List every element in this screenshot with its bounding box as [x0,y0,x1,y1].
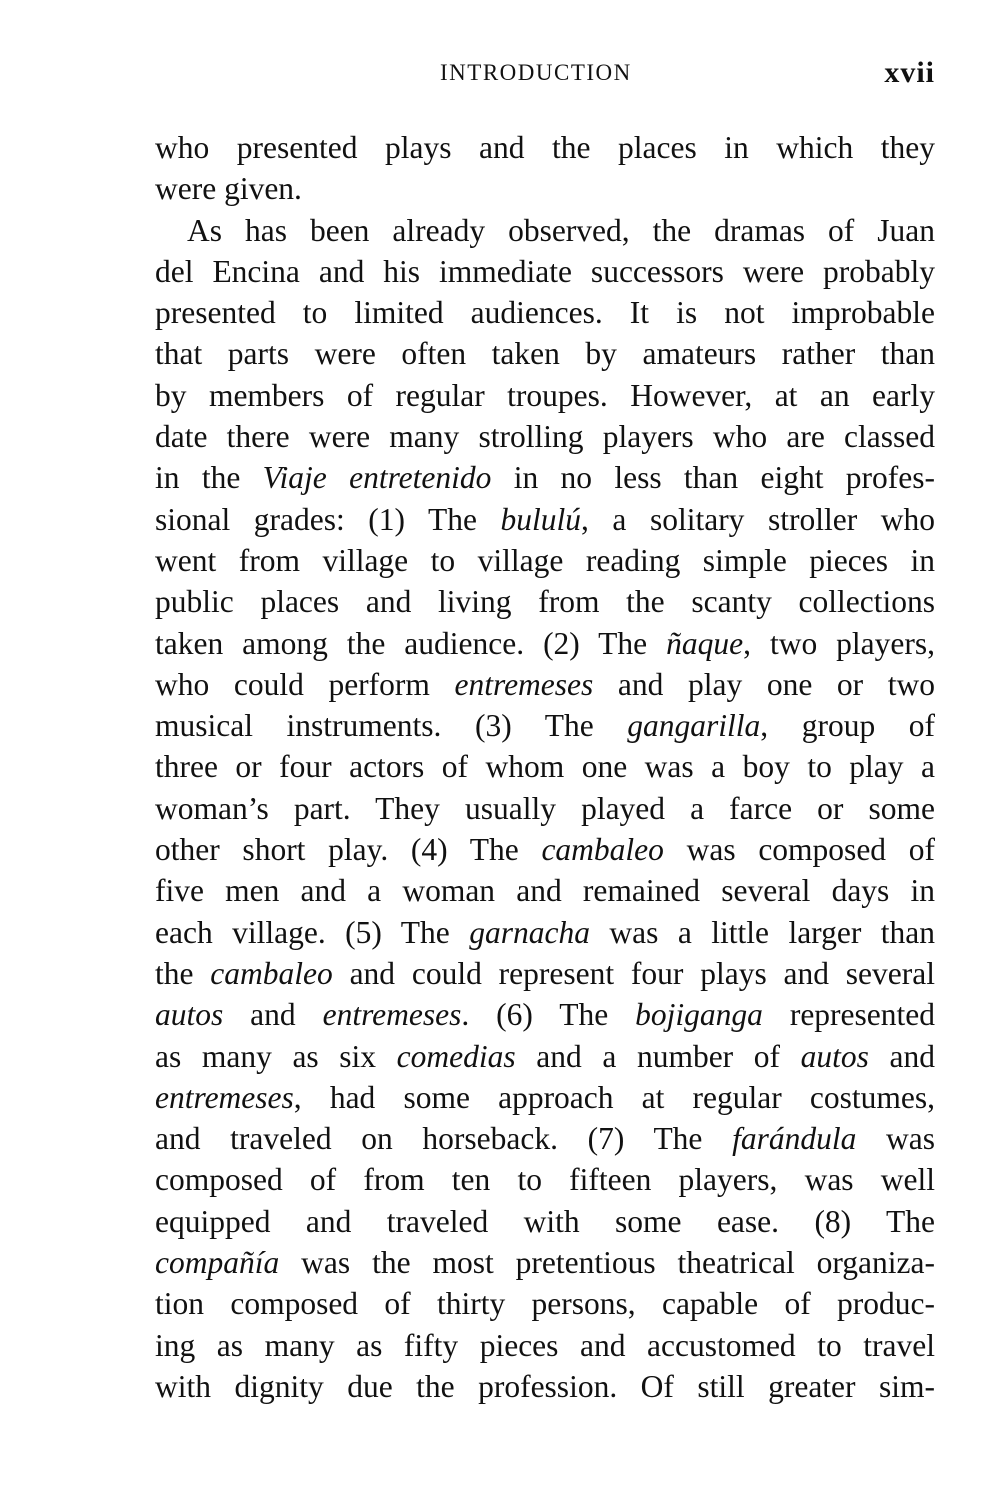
italic-term: autos [800,1038,869,1074]
italic-term: cambaleo [210,955,333,991]
text-line: that parts were often taken by amateurs rather than [155,336,935,372]
italic-term: bojiganga [635,997,763,1033]
italic-term: compañía [155,1245,280,1281]
italic-term: entremeses [155,1079,294,1115]
italic-term: garnacha [469,914,590,950]
italic-term: entremeses [322,997,462,1033]
text-line: compañía was the most pretentious theatrical organiza- [155,1245,935,1281]
text-line: went from village to village reading simple pieces in [155,542,935,578]
body-text [155,127,935,1407]
text-line: sional grades: (1) The bululú, a solitary stroller who [155,501,935,537]
text-line: entremeses, had some approach at regular costumes, [155,1079,935,1115]
text-line: and traveled on horseback. (7) The farándula was [155,1121,935,1157]
text-line: who presented plays and the places in which they [155,130,935,165]
text-line: as many as six comedias and a number of autos and [155,1038,935,1074]
italic-term: comedias [396,1038,516,1074]
text-line: autos and entremeses. (6) The bojiganga represented [155,997,936,1033]
italic-term: autos [155,997,224,1033]
page-number: xvii [884,56,935,89]
text-line: in the Viaje entretenido in no less than eight profes- [155,460,935,496]
text-line: presented to limited audiences. It is not improbable [155,295,935,331]
italic-term: entremeses [454,666,594,702]
text-line: who could perform entremeses and play one or two [155,666,935,702]
italic-term: Viaje entretenido [262,460,492,496]
text-line: tion composed of thirty persons, capable of produc- [155,1286,935,1322]
italic-term: cambaleo [541,832,664,868]
text-line: the cambaleo and could represent four plays and several [155,955,935,991]
text-line: ing as many as fifty pieces and accustomed to travel [155,1327,935,1363]
text-line: del Encina and his immediate successors were probably [155,253,935,289]
running-title: INTRODUCTION [440,60,632,85]
text-line: were given. [155,171,302,207]
text-line: five men and a woman and remained several days in [155,873,935,909]
text-line: equipped and traveled with some ease. (8) The [155,1203,935,1239]
italic-term: ñaque [666,625,744,661]
text-line: musical instruments. (3) The gangarilla, group of [155,708,936,744]
italic-term: gangarilla [627,708,761,744]
italic-term: farándula [732,1121,857,1157]
text-line: other short play. (4) The cambaleo was composed of [155,832,935,868]
text-line: with dignity due the profession. Of still greater sim- [155,1368,935,1404]
text-line: three or four actors of whom one was a boy to play a [155,749,935,785]
running-head [155,56,935,96]
text-line: each village. (5) The garnacha was a little larger than [155,914,935,950]
text-line: public places and living from the scanty collections [155,584,935,620]
text-line: taken among the audience. (2) The ñaque, two players, [155,625,935,661]
text-line: composed of from ten to fifteen players, was well [155,1162,935,1198]
text-line: As has been already observed, the dramas of Juan [187,212,935,248]
text-line: by members of regular troupes. However, at an early [155,377,935,413]
italic-term: bululú [500,501,582,537]
text-line: woman’s part. They usually played a farce or some [155,790,935,826]
text-line: date there were many strolling players who are classed [155,419,935,455]
